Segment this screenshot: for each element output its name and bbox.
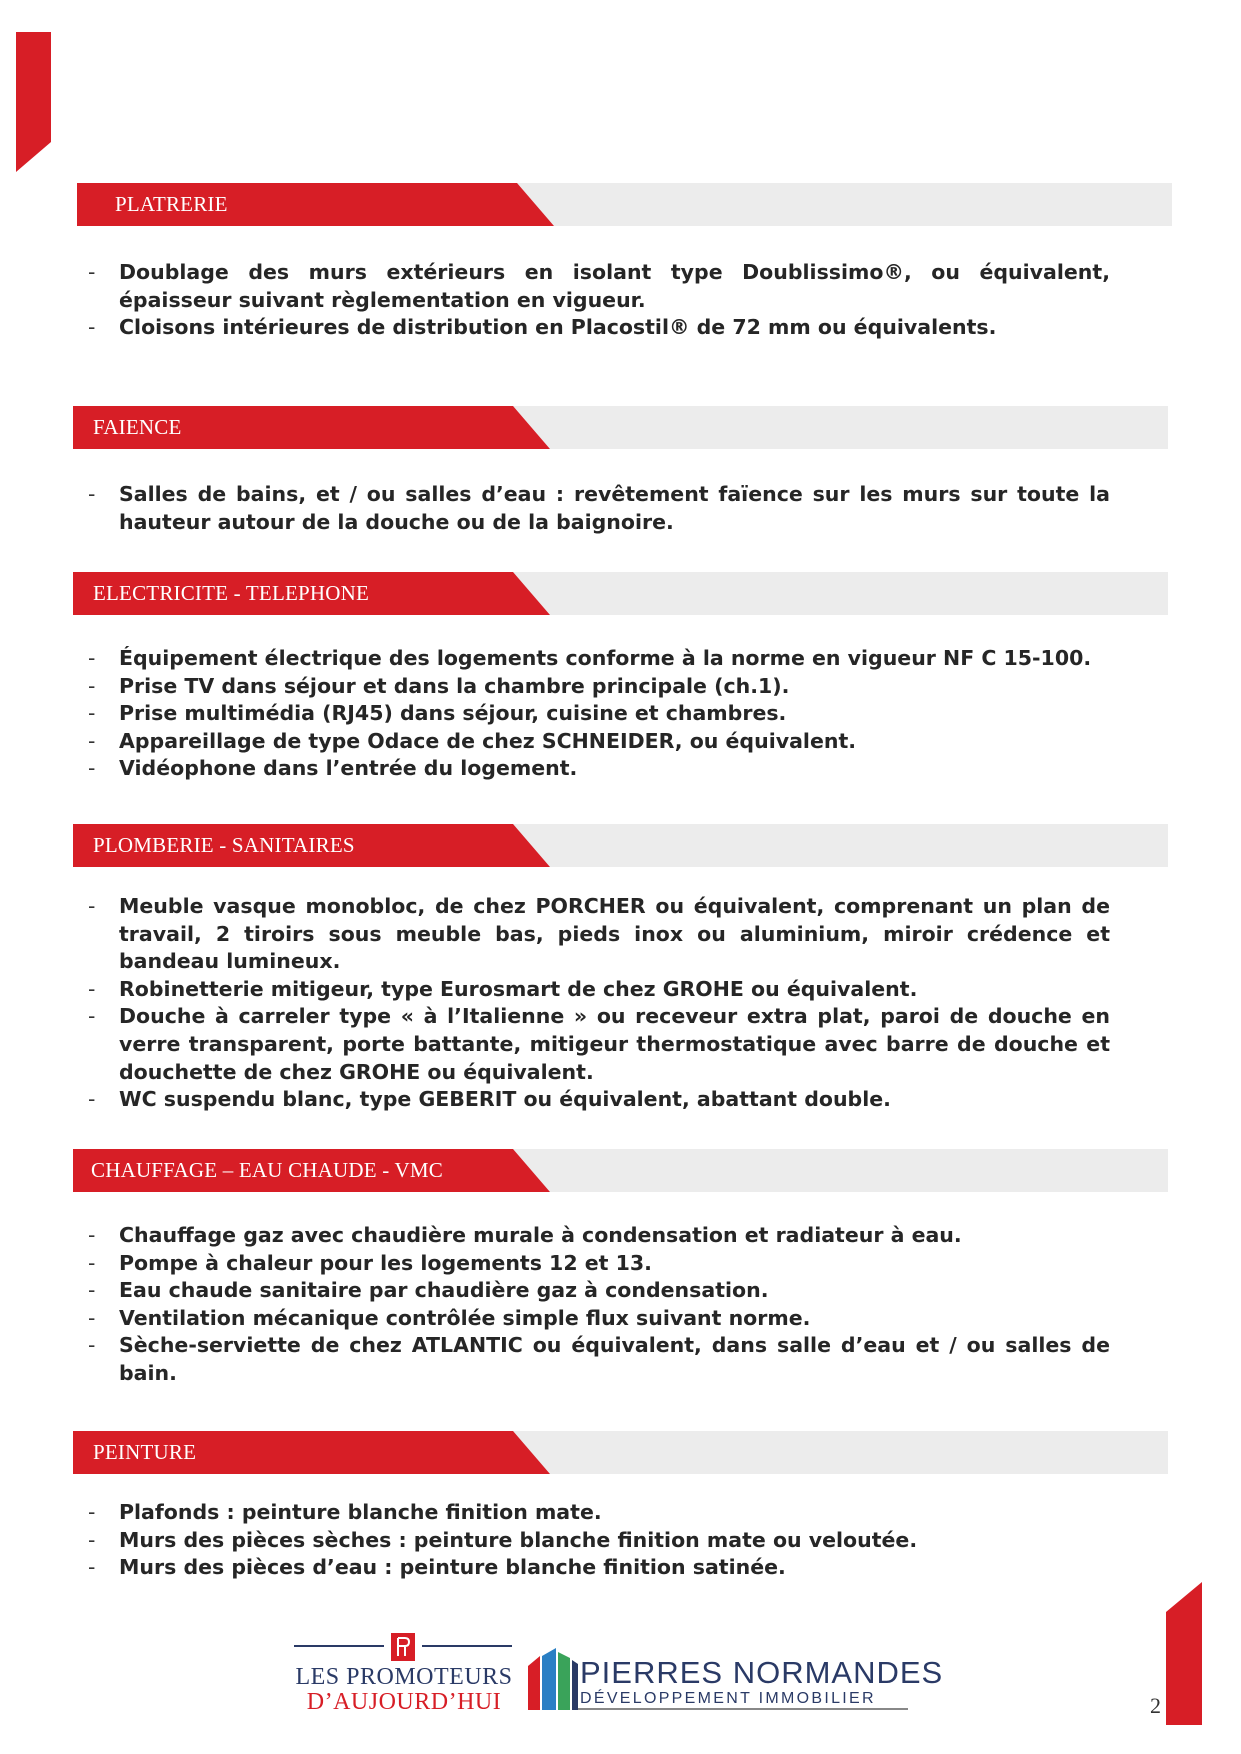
list-item: - Murs des pièces d’eau : peinture blanche finition satinée. bbox=[88, 1554, 1110, 1582]
section-title: CHAUFFAGE – EAU CHAUDE - VMC bbox=[91, 1158, 443, 1182]
section-title: PLATRERIE bbox=[115, 192, 228, 216]
pierres-normandes-underline bbox=[578, 1708, 908, 1710]
page-number: 2 bbox=[1150, 1693, 1161, 1718]
section-banner bbox=[73, 824, 1168, 867]
pierres-normandes-logo-line1: PIERRES NORMANDES bbox=[580, 1655, 944, 1690]
section-banner bbox=[73, 572, 1168, 615]
section-title: ELECTRICITE - TELEPHONE bbox=[93, 581, 370, 605]
list-item: - Prise multimédia (RJ45) dans séjour, cuisine et chambres. bbox=[88, 700, 1110, 728]
list-item: - Ventilation mécanique contrôlée simple flux suivant norme. bbox=[88, 1305, 1110, 1333]
list-item: - Meuble vasque monobloc, de chez PORCHER ou équivalent, comprenant un plan de travail, 2 tiroirs sous meuble bas, pieds inox ou aluminium, miroir crédence et bandeau lumineux. bbox=[88, 893, 1110, 976]
list-item: - Robinetterie mitigeur, type Eurosmart de chez GROHE ou équivalent. bbox=[88, 976, 1110, 1004]
list-item: - Sèche-serviette de chez ATLANTIC ou équivalent, dans salle d’eau et / ou salles de bain. bbox=[88, 1332, 1110, 1387]
list-item: - Douche à carreler type « à l’Italienne » ou receveur extra plat, paroi de douche en verre transparent, porte battante, mitigeur thermostatique avec barre de douche et douchette de chez GROHE ou équivalent. bbox=[88, 1003, 1110, 1086]
section-list bbox=[88, 481, 1110, 536]
list-item: - Eau chaude sanitaire par chaudière gaz à condensation. bbox=[88, 1277, 1110, 1305]
promoteurs-logo-line2: D’AUJOURD’HUI bbox=[306, 1689, 502, 1715]
pierres-normandes-logo-line2: DÉVELOPPEMENT IMMOBILIER bbox=[580, 1690, 876, 1707]
list-item: - Appareillage de type Odace de chez SCHNEIDER, ou équivalent. bbox=[88, 728, 1110, 756]
section-banner bbox=[73, 406, 1168, 449]
section-banner bbox=[77, 183, 1172, 226]
footer bbox=[0, 1628, 1241, 1718]
building-logo-icon bbox=[526, 1648, 578, 1710]
section-title: PEINTURE bbox=[93, 1440, 197, 1464]
list-item: - WC suspendu blanc, type GEBERIT ou équivalent, abattant double. bbox=[88, 1086, 1110, 1114]
section-list bbox=[88, 645, 1110, 783]
section-banner bbox=[73, 1149, 1168, 1192]
list-item: - Prise TV dans séjour et dans la chambre principale (ch.1). bbox=[88, 673, 1110, 701]
list-item: - Murs des pièces sèches : peinture blanche finition mate ou veloutée. bbox=[88, 1527, 1110, 1555]
list-item: - Cloisons intérieures de distribution en Placostil® de 72 mm ou équivalents. bbox=[88, 314, 1110, 342]
list-item: - Équipement électrique des logements conforme à la norme en vigueur NF C 15-100. bbox=[88, 645, 1110, 673]
section-banner bbox=[73, 1431, 1168, 1474]
section-list bbox=[88, 1222, 1110, 1388]
section-list bbox=[88, 893, 1110, 1114]
list-item: - Vidéophone dans l’entrée du logement. bbox=[88, 755, 1110, 783]
promoteurs-logo-line1: LES PROMOTEURS bbox=[295, 1664, 513, 1690]
list-item: - Plafonds : peinture blanche finition mate. bbox=[88, 1499, 1110, 1527]
section-title: FAIENCE bbox=[93, 415, 182, 439]
corner-accent-top-left bbox=[16, 32, 51, 172]
list-item: - Chauffage gaz avec chaudière murale à condensation et radiateur à eau. bbox=[88, 1222, 1110, 1250]
promoteurs-monogram-icon bbox=[388, 1632, 418, 1662]
list-item: - Salles de bains, et / ou salles d’eau : revêtement faïence sur les murs sur toute la hauteur autour de la douche ou de la baignoire. bbox=[88, 481, 1110, 536]
list-item: - Pompe à chaleur pour les logements 12 et 13. bbox=[88, 1250, 1110, 1278]
section-title: PLOMBERIE - SANITAIRES bbox=[93, 833, 355, 857]
list-item: - Doublage des murs extérieurs en isolant type Doublissimo®, ou équivalent, épaisseur suivant règlementation en vigueur. bbox=[88, 259, 1110, 314]
section-list bbox=[88, 1499, 1110, 1582]
section-list bbox=[88, 259, 1110, 342]
